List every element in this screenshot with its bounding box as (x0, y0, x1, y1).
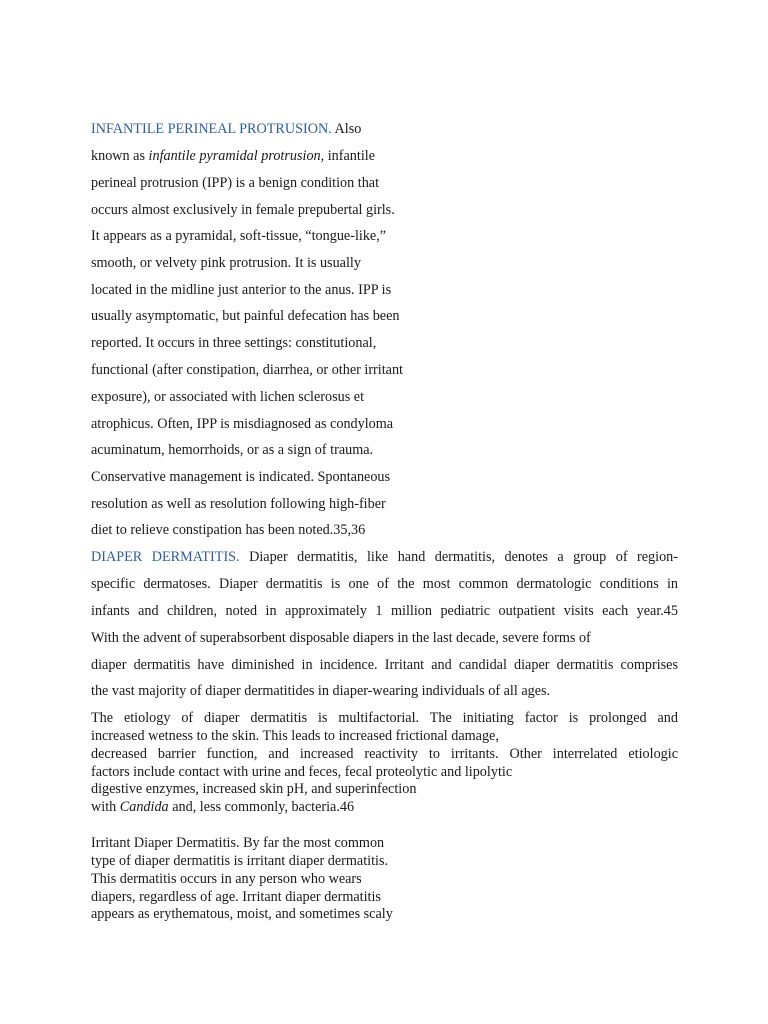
section3-line: decreased barrier function, and increased reactivity to irritants. Other interrelated etiologic (91, 746, 678, 762)
section1-line: functional (after constipation, diarrhea, or other irritant (91, 362, 404, 378)
section1-line: perineal protrusion (IPP) is a benign condition that (91, 175, 380, 191)
section4-line: appears as erythematous, moist, and sometimes scaly (91, 906, 393, 922)
text-span: known as (91, 148, 149, 164)
section1-line: exposure), or associated with lichen sclerosus et (91, 389, 365, 405)
section1-line0-rest: Also (331, 121, 362, 137)
section1-line: smooth, or velvety pink protrusion. It is usually (91, 255, 361, 271)
section1-line: resolution as well as resolution following high-fiber (91, 496, 386, 512)
section4-line: diapers, regardless of age. Irritant diaper dermatitis (91, 889, 381, 905)
section2-line-0 (91, 548, 678, 566)
section2-line: With the advent of superabsorbent disposable diapers in the last decade, severe forms of (91, 630, 591, 646)
section3-line-last (91, 798, 354, 816)
section1-line: It appears as a pyramidal, soft-tissue, “tongue-like,” (91, 228, 387, 244)
section4-line: This dermatitis occurs in any person who wears (91, 871, 362, 887)
section4-line: type of diaper dermatitis is irritant diaper dermatitis. (91, 853, 389, 869)
section1-line: atrophicus. Often, IPP is misdiagnosed as condyloma (91, 416, 394, 432)
section1-line-1 (91, 147, 375, 165)
text-span: , infantile (320, 148, 376, 164)
section4-line: Irritant Diaper Dermatitis. By far the most common (91, 835, 385, 851)
section2-line0-rest: Diaper dermatitis, like hand dermatitis, denotes a group of region- (239, 549, 678, 565)
section1-heading: INFANTILE PERINEAL PROTRUSION. (91, 121, 332, 137)
section2-heading: DIAPER DERMATITIS. (91, 549, 240, 565)
section3-line: increased wetness to the skin. This leads to increased frictional damage, (91, 728, 499, 744)
section1-line: reported. It occurs in three settings: constitutional, (91, 335, 377, 351)
section3-line: factors include contact with urine and feces, fecal proteolytic and lipolytic (91, 764, 513, 780)
italic-term: Candida (119, 799, 169, 815)
section1-line: usually asymptomatic, but painful defecation has been (91, 308, 400, 324)
section2-line: specific dermatoses. Diaper dermatitis is one of the most common dermatologic conditions in (91, 576, 678, 592)
section1-line: occurs almost exclusively in female prepubertal girls. (91, 202, 395, 218)
italic-term: infantile pyramidal protrusion (148, 148, 321, 164)
section1-line-0 (91, 120, 361, 138)
section3-line: The etiology of diaper dermatitis is multifactorial. The initiating factor is prolonged and (91, 710, 678, 726)
text-span: and, less commonly, bacteria.46 (168, 799, 355, 815)
section1-line: located in the midline just anterior to the anus. IPP is (91, 282, 392, 298)
section3-line: digestive enzymes, increased skin pH, and superinfection (91, 781, 417, 797)
section2-line: the vast majority of diaper dermatitides in diaper-wearing individuals of all ages. (91, 683, 551, 699)
text-span: with (91, 799, 120, 815)
section2-line: infants and children, noted in approximately 1 million pediatric outpatient visits each year.45 (91, 603, 678, 619)
section1-line: Conservative management is indicated. Spontaneous (91, 469, 391, 485)
section2-line: diaper dermatitis have diminished in incidence. Irritant and candidal diaper dermatitis comprises (91, 657, 678, 673)
section1-line: acuminatum, hemorrhoids, or as a sign of trauma. (91, 442, 374, 458)
section1-line: diet to relieve constipation has been noted.35,36 (91, 522, 366, 538)
